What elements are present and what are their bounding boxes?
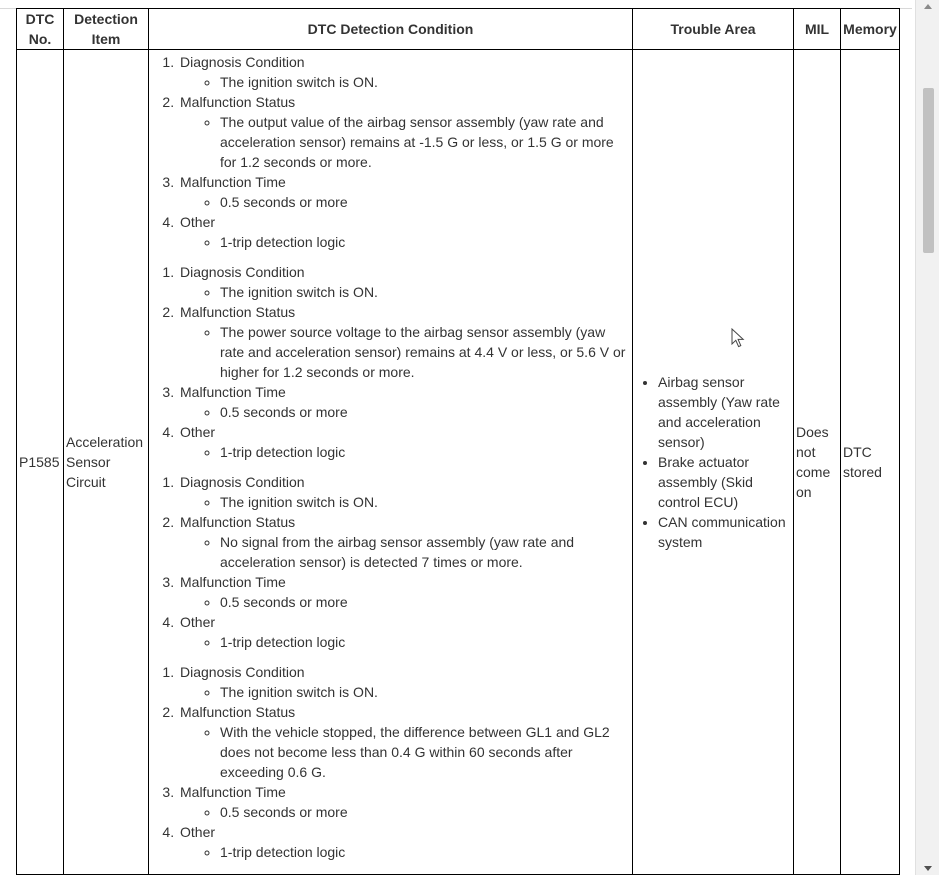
condition-detail: ◦ 0.5 seconds or more [220, 192, 630, 212]
condition-detail-list [180, 192, 630, 212]
condition-step-label: Malfunction Time [180, 174, 286, 190]
condition-step [178, 702, 630, 782]
condition-step-label: Malfunction Time [180, 784, 286, 800]
header-detection-item: Detection Item [64, 9, 149, 50]
condition-detail-list [180, 72, 630, 92]
trouble-area-cell [633, 50, 794, 875]
detection-item-cell: Acceleration Sensor Circuit [64, 50, 149, 875]
condition-block [151, 472, 630, 652]
trouble-area-item: • Airbag sensor assembly (Yaw rate and acceleration sensor) [658, 372, 791, 452]
condition-step-label: Diagnosis Condition [180, 264, 305, 280]
table-header-row [17, 9, 900, 50]
condition-detail-list [180, 722, 630, 782]
trouble-area-list [635, 372, 791, 552]
condition-detail-list [180, 532, 630, 572]
condition-detail: ◦ 1-trip detection logic [220, 442, 630, 462]
scroll-up-arrow-icon[interactable] [924, 4, 932, 9]
condition-step [178, 572, 630, 612]
dtc-table [16, 8, 900, 875]
condition-step-label: Other [180, 214, 216, 230]
condition-detail-list [180, 232, 630, 252]
condition-step-label: Other [180, 614, 216, 630]
condition-detail: ◦ 1-trip detection logic [220, 632, 630, 652]
scrollbar-thumb[interactable] [923, 88, 934, 253]
condition-steps [151, 472, 630, 652]
condition-detail-list [180, 802, 630, 822]
trouble-area-item: • Brake actuator assembly (Skid control ECU) [658, 452, 791, 512]
header-detection-condition: DTC Detection Condition [149, 9, 633, 50]
condition-detail-list [180, 592, 630, 612]
condition-step [178, 782, 630, 822]
condition-step [178, 302, 630, 382]
condition-block [151, 52, 630, 252]
condition-step [178, 92, 630, 172]
condition-detail: ◦ 0.5 seconds or more [220, 402, 630, 422]
condition-detail: ◦ No signal from the airbag sensor assembly (yaw rate and acceleration sensor) is detected 7 times or more. [220, 532, 630, 572]
header-dtc-no: DTC No. [17, 9, 64, 50]
condition-step [178, 662, 630, 702]
dtc-no-cell: P1585 [17, 50, 64, 875]
vertical-scrollbar[interactable] [915, 0, 939, 875]
condition-block [151, 662, 630, 862]
condition-detail: ◦ With the vehicle stopped, the difference between GL1 and GL2 does not become less than 0.4 G within 60 seconds after exceeding 0.6 G. [220, 722, 630, 782]
condition-step-label: Malfunction Time [180, 384, 286, 400]
condition-step [178, 512, 630, 572]
condition-detail: ◦ The ignition switch is ON. [220, 492, 630, 512]
condition-step-label: Malfunction Status [180, 304, 296, 320]
condition-step [178, 172, 630, 212]
header-trouble-area: Trouble Area [633, 9, 794, 50]
header-memory: Memory [841, 9, 900, 50]
detection-condition-cell [149, 50, 633, 875]
condition-step [178, 822, 630, 862]
condition-step [178, 422, 630, 462]
condition-detail-list [180, 322, 630, 382]
condition-detail-list [180, 632, 630, 652]
condition-step-label: Diagnosis Condition [180, 664, 305, 680]
condition-step-label: Diagnosis Condition [180, 474, 305, 490]
condition-step-label: Other [180, 824, 216, 840]
condition-step-label: Other [180, 424, 216, 440]
mil-cell: Does not come on [794, 50, 841, 875]
condition-step [178, 262, 630, 302]
condition-steps [151, 52, 630, 252]
condition-detail: ◦ The power source voltage to the airbag sensor assembly (yaw rate and acceleration sensor) remains at 4.4 V or less, or 5.6 V or higher for 1.2 seconds or more. [220, 322, 630, 382]
condition-detail-list [180, 842, 630, 862]
trouble-area-item: • CAN communication system [658, 512, 791, 552]
condition-step [178, 612, 630, 652]
condition-detail: ◦ The output value of the airbag sensor assembly (yaw rate and acceleration sensor) remains at -1.5 G or less, or 1.5 G or more for 1.2 seconds or more. [220, 112, 630, 172]
condition-steps [151, 662, 630, 862]
condition-detail: ◦ 1-trip detection logic [220, 232, 630, 252]
mouse-pointer-icon [731, 328, 745, 348]
condition-detail: ◦ The ignition switch is ON. [220, 682, 630, 702]
condition-step [178, 212, 630, 252]
condition-step-label: Malfunction Status [180, 704, 296, 720]
condition-step-label: Malfunction Time [180, 574, 286, 590]
condition-step-label: Diagnosis Condition [180, 54, 305, 70]
condition-detail-list [180, 442, 630, 462]
memory-cell: DTC stored [841, 50, 900, 875]
condition-detail: ◦ The ignition switch is ON. [220, 282, 630, 302]
condition-list [151, 52, 630, 862]
condition-step [178, 472, 630, 512]
scroll-down-arrow-icon[interactable] [924, 866, 932, 871]
condition-detail-list [180, 402, 630, 422]
condition-detail: ◦ 0.5 seconds or more [220, 802, 630, 822]
condition-detail-list [180, 492, 630, 512]
condition-step-label: Malfunction Status [180, 514, 296, 530]
condition-detail: ◦ 1-trip detection logic [220, 842, 630, 862]
condition-step [178, 52, 630, 92]
condition-detail-list [180, 282, 630, 302]
condition-block [151, 262, 630, 462]
condition-detail: ◦ The ignition switch is ON. [220, 72, 630, 92]
condition-step-label: Malfunction Status [180, 94, 296, 110]
condition-detail-list [180, 682, 630, 702]
condition-steps [151, 262, 630, 462]
table-row [17, 50, 900, 875]
condition-step [178, 382, 630, 422]
condition-detail: ◦ 0.5 seconds or more [220, 592, 630, 612]
condition-detail-list [180, 112, 630, 172]
header-mil: MIL [794, 9, 841, 50]
